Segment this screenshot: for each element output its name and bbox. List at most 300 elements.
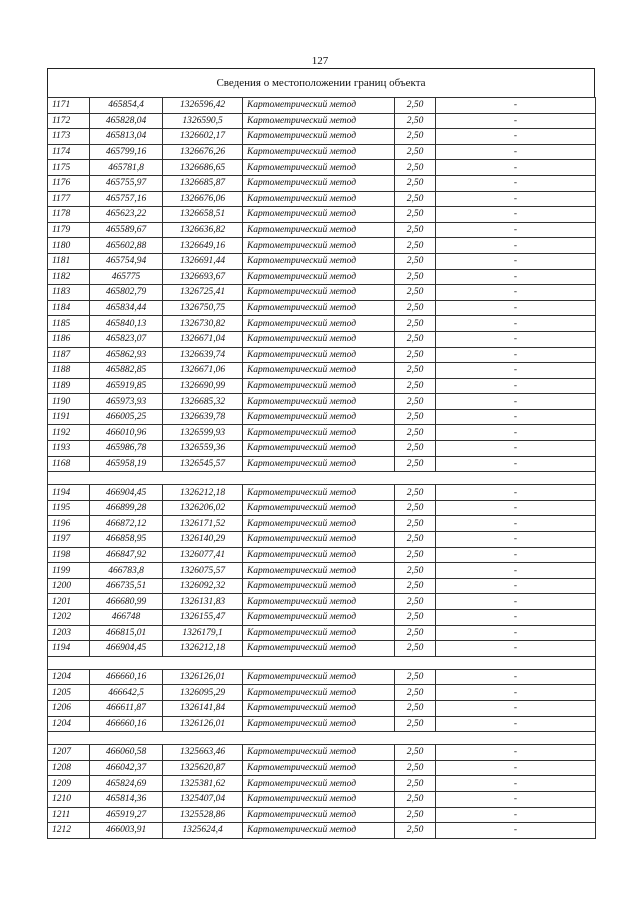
x-coordinate-cell: 466872,12 — [90, 516, 163, 532]
extra-value-cell: - — [436, 222, 596, 238]
accuracy-cell: 2,50 — [395, 823, 436, 839]
accuracy-cell: 2,50 — [395, 316, 436, 332]
method-cell: Картометрический метод — [243, 516, 395, 532]
extra-value-cell: - — [436, 207, 596, 223]
method-cell: Картометрический метод — [243, 716, 395, 732]
y-coordinate-cell: 1326639,74 — [163, 347, 243, 363]
table-row — [48, 500, 596, 516]
accuracy-cell: 2,50 — [395, 610, 436, 626]
x-coordinate-cell: 466660,16 — [90, 716, 163, 732]
accuracy-cell: 2,50 — [395, 98, 436, 114]
accuracy-cell: 2,50 — [395, 791, 436, 807]
accuracy-cell: 2,50 — [395, 776, 436, 792]
method-cell: Картометрический метод — [243, 269, 395, 285]
accuracy-cell: 2,50 — [395, 269, 436, 285]
method-cell: Картометрический метод — [243, 238, 395, 254]
extra-value-cell: - — [436, 331, 596, 347]
table-row — [48, 285, 596, 301]
y-coordinate-cell: 1326126,01 — [163, 716, 243, 732]
y-coordinate-cell: 1326545,57 — [163, 456, 243, 472]
accuracy-cell: 2,50 — [395, 500, 436, 516]
accuracy-cell: 2,50 — [395, 563, 436, 579]
method-cell: Картометрический метод — [243, 776, 395, 792]
y-coordinate-cell: 1326559,36 — [163, 441, 243, 457]
method-cell: Картометрический метод — [243, 625, 395, 641]
point-number-cell: 1195 — [48, 500, 90, 516]
x-coordinate-cell: 466660,16 — [90, 669, 163, 685]
table-row — [48, 378, 596, 394]
extra-value-cell: - — [436, 610, 596, 626]
extra-value-cell: - — [436, 641, 596, 657]
x-coordinate-cell: 466899,28 — [90, 500, 163, 516]
x-coordinate-cell: 465602,88 — [90, 238, 163, 254]
extra-value-cell: - — [436, 547, 596, 563]
x-coordinate-cell: 465834,44 — [90, 300, 163, 316]
extra-value-cell: - — [436, 363, 596, 379]
point-number-cell: 1191 — [48, 409, 90, 425]
table-row — [48, 347, 596, 363]
table-row — [48, 760, 596, 776]
accuracy-cell: 2,50 — [395, 347, 436, 363]
table-row — [48, 791, 596, 807]
method-cell: Картометрический метод — [243, 547, 395, 563]
accuracy-cell: 2,50 — [395, 807, 436, 823]
y-coordinate-cell: 1326658,51 — [163, 207, 243, 223]
extra-value-cell: - — [436, 175, 596, 191]
point-number-cell: 1175 — [48, 160, 90, 176]
method-cell: Картометрический метод — [243, 175, 395, 191]
extra-value-cell: - — [436, 191, 596, 207]
y-coordinate-cell: 1325381,62 — [163, 776, 243, 792]
table-row — [48, 823, 596, 839]
y-coordinate-cell: 1326671,04 — [163, 331, 243, 347]
extra-value-cell: - — [436, 144, 596, 160]
extra-value-cell: - — [436, 425, 596, 441]
x-coordinate-cell: 466904,45 — [90, 641, 163, 657]
y-coordinate-cell: 1326599,93 — [163, 425, 243, 441]
extra-value-cell: - — [436, 160, 596, 176]
point-number-cell: 1194 — [48, 485, 90, 501]
extra-value-cell: - — [436, 441, 596, 457]
x-coordinate-cell: 465828,04 — [90, 113, 163, 129]
point-number-cell: 1204 — [48, 716, 90, 732]
method-cell: Картометрический метод — [243, 563, 395, 579]
table-row — [48, 594, 596, 610]
method-cell: Картометрический метод — [243, 409, 395, 425]
table-row — [48, 776, 596, 792]
y-coordinate-cell: 1326686,65 — [163, 160, 243, 176]
table-row — [48, 316, 596, 332]
group-separator — [48, 656, 596, 669]
accuracy-cell: 2,50 — [395, 745, 436, 761]
extra-value-cell: - — [436, 113, 596, 129]
y-coordinate-cell: 1326639,78 — [163, 409, 243, 425]
y-coordinate-cell: 1326725,41 — [163, 285, 243, 301]
point-number-cell: 1182 — [48, 269, 90, 285]
coordinates-table — [47, 97, 596, 839]
point-number-cell: 1211 — [48, 807, 90, 823]
extra-value-cell: - — [436, 776, 596, 792]
x-coordinate-cell: 465781,8 — [90, 160, 163, 176]
x-coordinate-cell: 465589,67 — [90, 222, 163, 238]
method-cell: Картометрический метод — [243, 823, 395, 839]
x-coordinate-cell: 465862,93 — [90, 347, 163, 363]
method-cell: Картометрический метод — [243, 113, 395, 129]
accuracy-cell: 2,50 — [395, 285, 436, 301]
method-cell: Картометрический метод — [243, 791, 395, 807]
accuracy-cell: 2,50 — [395, 641, 436, 657]
point-number-cell: 1200 — [48, 578, 90, 594]
extra-value-cell: - — [436, 347, 596, 363]
y-coordinate-cell: 1326690,99 — [163, 378, 243, 394]
table-row — [48, 191, 596, 207]
method-cell: Картометрический метод — [243, 500, 395, 516]
table-row — [48, 331, 596, 347]
method-cell: Картометрический метод — [243, 144, 395, 160]
x-coordinate-cell: 465755,97 — [90, 175, 163, 191]
table-row — [48, 547, 596, 563]
accuracy-cell: 2,50 — [395, 207, 436, 223]
accuracy-cell: 2,50 — [395, 760, 436, 776]
method-cell: Картометрический метод — [243, 669, 395, 685]
accuracy-cell: 2,50 — [395, 700, 436, 716]
extra-value-cell: - — [436, 394, 596, 410]
method-cell: Картометрический метод — [243, 222, 395, 238]
accuracy-cell: 2,50 — [395, 175, 436, 191]
extra-value-cell: - — [436, 716, 596, 732]
y-coordinate-cell: 1326685,32 — [163, 394, 243, 410]
method-cell: Картометрический метод — [243, 129, 395, 145]
point-number-cell: 1181 — [48, 253, 90, 269]
method-cell: Картометрический метод — [243, 425, 395, 441]
point-number-cell: 1193 — [48, 441, 90, 457]
x-coordinate-cell: 465757,16 — [90, 191, 163, 207]
accuracy-cell: 2,50 — [395, 547, 436, 563]
extra-value-cell: - — [436, 807, 596, 823]
x-coordinate-cell: 466847,92 — [90, 547, 163, 563]
table-row — [48, 394, 596, 410]
table-row — [48, 160, 596, 176]
accuracy-cell: 2,50 — [395, 191, 436, 207]
table-row — [48, 207, 596, 223]
y-coordinate-cell: 1326179,1 — [163, 625, 243, 641]
extra-value-cell: - — [436, 760, 596, 776]
x-coordinate-cell: 466060,58 — [90, 745, 163, 761]
accuracy-cell: 2,50 — [395, 300, 436, 316]
x-coordinate-cell: 466735,51 — [90, 578, 163, 594]
point-number-cell: 1203 — [48, 625, 90, 641]
x-coordinate-cell: 465623,22 — [90, 207, 163, 223]
accuracy-cell: 2,50 — [395, 238, 436, 254]
table-row — [48, 807, 596, 823]
table-row — [48, 425, 596, 441]
y-coordinate-cell: 1326730,82 — [163, 316, 243, 332]
method-cell: Картометрический метод — [243, 378, 395, 394]
table-row — [48, 625, 596, 641]
x-coordinate-cell: 465802,79 — [90, 285, 163, 301]
accuracy-cell: 2,50 — [395, 441, 436, 457]
accuracy-cell: 2,50 — [395, 716, 436, 732]
point-number-cell: 1209 — [48, 776, 90, 792]
table-row — [48, 175, 596, 191]
method-cell: Картометрический метод — [243, 532, 395, 548]
table-row — [48, 745, 596, 761]
y-coordinate-cell: 1326691,44 — [163, 253, 243, 269]
method-cell: Картометрический метод — [243, 394, 395, 410]
x-coordinate-cell: 466611,87 — [90, 700, 163, 716]
y-coordinate-cell: 1326140,29 — [163, 532, 243, 548]
method-cell: Картометрический метод — [243, 285, 395, 301]
point-number-cell: 1184 — [48, 300, 90, 316]
x-coordinate-cell: 466010,96 — [90, 425, 163, 441]
point-number-cell: 1212 — [48, 823, 90, 839]
x-coordinate-cell: 465813,04 — [90, 129, 163, 145]
extra-value-cell: - — [436, 500, 596, 516]
y-coordinate-cell: 1326212,18 — [163, 641, 243, 657]
x-coordinate-cell: 465823,07 — [90, 331, 163, 347]
method-cell: Картометрический метод — [243, 347, 395, 363]
method-cell: Картометрический метод — [243, 98, 395, 114]
accuracy-cell: 2,50 — [395, 378, 436, 394]
method-cell: Картометрический метод — [243, 207, 395, 223]
extra-value-cell: - — [436, 253, 596, 269]
point-number-cell: 1172 — [48, 113, 90, 129]
extra-value-cell: - — [436, 516, 596, 532]
y-coordinate-cell: 1325663,46 — [163, 745, 243, 761]
table-row — [48, 238, 596, 254]
table-row — [48, 363, 596, 379]
extra-value-cell: - — [436, 594, 596, 610]
point-number-cell: 1177 — [48, 191, 90, 207]
point-number-cell: 1197 — [48, 532, 90, 548]
x-coordinate-cell: 466858,95 — [90, 532, 163, 548]
x-coordinate-cell: 465919,27 — [90, 807, 163, 823]
y-coordinate-cell: 1326212,18 — [163, 485, 243, 501]
method-cell: Картометрический метод — [243, 578, 395, 594]
point-number-cell: 1178 — [48, 207, 90, 223]
y-coordinate-cell: 1326750,75 — [163, 300, 243, 316]
method-cell: Картометрический метод — [243, 700, 395, 716]
page-number: 127 — [311, 55, 329, 67]
method-cell: Картометрический метод — [243, 160, 395, 176]
x-coordinate-cell: 466642,5 — [90, 685, 163, 701]
y-coordinate-cell: 1326602,17 — [163, 129, 243, 145]
y-coordinate-cell: 1326206,02 — [163, 500, 243, 516]
point-number-cell: 1189 — [48, 378, 90, 394]
extra-value-cell: - — [436, 532, 596, 548]
point-number-cell: 1187 — [48, 347, 90, 363]
table-row — [48, 685, 596, 701]
y-coordinate-cell: 1326676,26 — [163, 144, 243, 160]
accuracy-cell: 2,50 — [395, 456, 436, 472]
accuracy-cell: 2,50 — [395, 331, 436, 347]
y-coordinate-cell: 1325528,86 — [163, 807, 243, 823]
extra-value-cell: - — [436, 98, 596, 114]
x-coordinate-cell: 465882,85 — [90, 363, 163, 379]
y-coordinate-cell: 1326636,82 — [163, 222, 243, 238]
x-coordinate-cell: 466748 — [90, 610, 163, 626]
group-separator — [48, 732, 596, 745]
y-coordinate-cell: 1325407,04 — [163, 791, 243, 807]
point-number-cell: 1201 — [48, 594, 90, 610]
table-row — [48, 578, 596, 594]
point-number-cell: 1196 — [48, 516, 90, 532]
accuracy-cell: 2,50 — [395, 113, 436, 129]
method-cell: Картометрический метод — [243, 441, 395, 457]
extra-value-cell: - — [436, 578, 596, 594]
method-cell: Картометрический метод — [243, 641, 395, 657]
x-coordinate-cell: 465840,13 — [90, 316, 163, 332]
table-row — [48, 700, 596, 716]
point-number-cell: 1198 — [48, 547, 90, 563]
extra-value-cell: - — [436, 685, 596, 701]
table-row — [48, 641, 596, 657]
table-row — [48, 669, 596, 685]
point-number-cell: 1173 — [48, 129, 90, 145]
table-row — [48, 610, 596, 626]
extra-value-cell: - — [436, 409, 596, 425]
table-row — [48, 300, 596, 316]
method-cell: Картометрический метод — [243, 456, 395, 472]
extra-value-cell: - — [436, 485, 596, 501]
extra-value-cell: - — [436, 316, 596, 332]
extra-value-cell: - — [436, 791, 596, 807]
method-cell: Картометрический метод — [243, 191, 395, 207]
table-row — [48, 485, 596, 501]
accuracy-cell: 2,50 — [395, 578, 436, 594]
extra-value-cell: - — [436, 300, 596, 316]
extra-value-cell: - — [436, 745, 596, 761]
method-cell: Картометрический метод — [243, 316, 395, 332]
accuracy-cell: 2,50 — [395, 253, 436, 269]
point-number-cell: 1202 — [48, 610, 90, 626]
y-coordinate-cell: 1326676,06 — [163, 191, 243, 207]
extra-value-cell: - — [436, 269, 596, 285]
x-coordinate-cell: 466003,91 — [90, 823, 163, 839]
point-number-cell: 1194 — [48, 641, 90, 657]
point-number-cell: 1199 — [48, 563, 90, 579]
method-cell: Картометрический метод — [243, 745, 395, 761]
table-title: Сведения о местоположении границ объекта — [47, 68, 595, 98]
y-coordinate-cell: 1325624,4 — [163, 823, 243, 839]
method-cell: Картометрический метод — [243, 760, 395, 776]
extra-value-cell: - — [436, 625, 596, 641]
accuracy-cell: 2,50 — [395, 394, 436, 410]
x-coordinate-cell: 466815,01 — [90, 625, 163, 641]
point-number-cell: 1171 — [48, 98, 90, 114]
accuracy-cell: 2,50 — [395, 144, 436, 160]
extra-value-cell: - — [436, 238, 596, 254]
accuracy-cell: 2,50 — [395, 409, 436, 425]
method-cell: Картометрический метод — [243, 807, 395, 823]
extra-value-cell: - — [436, 285, 596, 301]
accuracy-cell: 2,50 — [395, 516, 436, 532]
extra-value-cell: - — [436, 378, 596, 394]
point-number-cell: 1186 — [48, 331, 90, 347]
x-coordinate-cell: 465814,36 — [90, 791, 163, 807]
x-coordinate-cell: 466005,25 — [90, 409, 163, 425]
x-coordinate-cell: 466904,45 — [90, 485, 163, 501]
point-number-cell: 1207 — [48, 745, 90, 761]
x-coordinate-cell: 465958,19 — [90, 456, 163, 472]
method-cell: Картометрический метод — [243, 485, 395, 501]
accuracy-cell: 2,50 — [395, 532, 436, 548]
accuracy-cell: 2,50 — [395, 685, 436, 701]
method-cell: Картометрический метод — [243, 610, 395, 626]
y-coordinate-cell: 1326075,57 — [163, 563, 243, 579]
table-row — [48, 441, 596, 457]
accuracy-cell: 2,50 — [395, 425, 436, 441]
point-number-cell: 1168 — [48, 456, 90, 472]
y-coordinate-cell: 1326693,67 — [163, 269, 243, 285]
point-number-cell: 1192 — [48, 425, 90, 441]
y-coordinate-cell: 1326092,32 — [163, 578, 243, 594]
accuracy-cell: 2,50 — [395, 625, 436, 641]
table-row — [48, 563, 596, 579]
point-number-cell: 1179 — [48, 222, 90, 238]
x-coordinate-cell: 466783,8 — [90, 563, 163, 579]
y-coordinate-cell: 1326596,42 — [163, 98, 243, 114]
y-coordinate-cell: 1326649,16 — [163, 238, 243, 254]
y-coordinate-cell: 1326590,5 — [163, 113, 243, 129]
table-row — [48, 129, 596, 145]
method-cell: Картометрический метод — [243, 331, 395, 347]
point-number-cell: 1206 — [48, 700, 90, 716]
table-row — [48, 716, 596, 732]
method-cell: Картометрический метод — [243, 594, 395, 610]
table-row — [48, 456, 596, 472]
accuracy-cell: 2,50 — [395, 363, 436, 379]
point-number-cell: 1185 — [48, 316, 90, 332]
x-coordinate-cell: 465799,16 — [90, 144, 163, 160]
extra-value-cell: - — [436, 823, 596, 839]
point-number-cell: 1210 — [48, 791, 90, 807]
x-coordinate-cell: 465754,94 — [90, 253, 163, 269]
point-number-cell: 1176 — [48, 175, 90, 191]
y-coordinate-cell: 1326155,47 — [163, 610, 243, 626]
y-coordinate-cell: 1326171,52 — [163, 516, 243, 532]
table-row — [48, 409, 596, 425]
y-coordinate-cell: 1326671,06 — [163, 363, 243, 379]
accuracy-cell: 2,50 — [395, 160, 436, 176]
x-coordinate-cell: 465824,69 — [90, 776, 163, 792]
point-number-cell: 1190 — [48, 394, 90, 410]
y-coordinate-cell: 1326685,87 — [163, 175, 243, 191]
point-number-cell: 1204 — [48, 669, 90, 685]
accuracy-cell: 2,50 — [395, 222, 436, 238]
y-coordinate-cell: 1325620,87 — [163, 760, 243, 776]
extra-value-cell: - — [436, 129, 596, 145]
y-coordinate-cell: 1326141,84 — [163, 700, 243, 716]
x-coordinate-cell: 465973,93 — [90, 394, 163, 410]
method-cell: Картометрический метод — [243, 363, 395, 379]
group-separator — [48, 472, 596, 485]
point-number-cell: 1180 — [48, 238, 90, 254]
point-number-cell: 1188 — [48, 363, 90, 379]
y-coordinate-cell: 1326131,83 — [163, 594, 243, 610]
accuracy-cell: 2,50 — [395, 129, 436, 145]
extra-value-cell: - — [436, 700, 596, 716]
x-coordinate-cell: 465986,78 — [90, 441, 163, 457]
x-coordinate-cell: 465919,85 — [90, 378, 163, 394]
table-row — [48, 516, 596, 532]
y-coordinate-cell: 1326126,01 — [163, 669, 243, 685]
x-coordinate-cell: 466042,37 — [90, 760, 163, 776]
table-row — [48, 222, 596, 238]
x-coordinate-cell: 465854,4 — [90, 98, 163, 114]
y-coordinate-cell: 1326077,41 — [163, 547, 243, 563]
table-row — [48, 269, 596, 285]
